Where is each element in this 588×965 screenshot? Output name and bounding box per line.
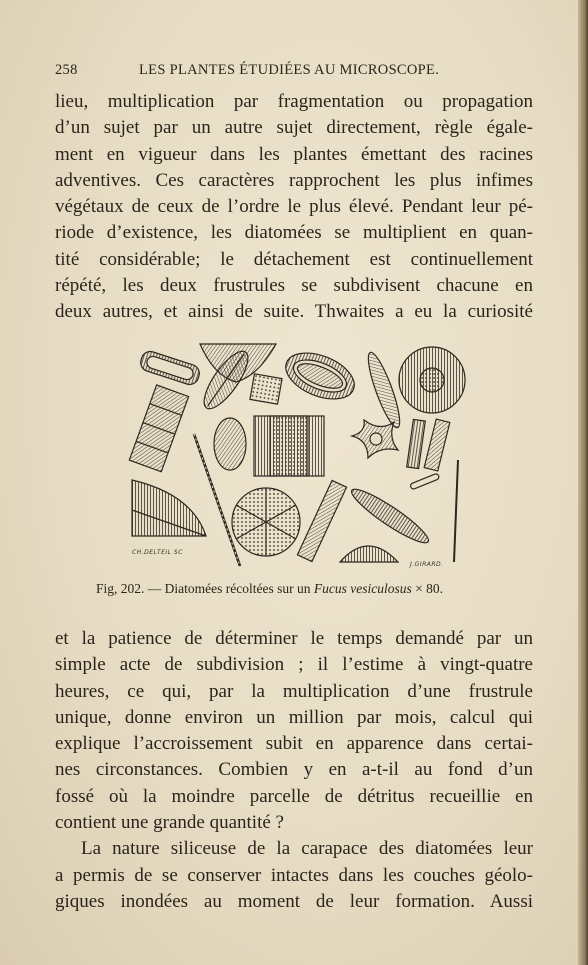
diatom-engraving: [128, 340, 468, 572]
diatom-bar: [297, 480, 346, 561]
text-line: végétaux de ceux de l’ordre le plus élevé. Pendant leur pé-: [55, 196, 533, 218]
diatom-wheel: [232, 488, 300, 556]
diatom-rod: [407, 419, 426, 468]
diatom-chain: [129, 385, 188, 472]
diatom-fan: [132, 480, 206, 536]
text-line: d’un sujet par un autre sujet directement, règle égale-: [55, 117, 533, 139]
diatom-capsule: [138, 349, 201, 387]
engraver-signature: CH.DELTEIL SC: [132, 549, 183, 556]
text-line: lieu, multiplication par fragmentation ou propagation: [55, 91, 533, 112]
diatom-spine: [454, 460, 458, 562]
running-title: LES PLANTES ÉTUDIÉES AU MICROSCOPE.: [139, 62, 440, 78]
text-line: répété, les deux frustrules se subdivisent chacune en: [55, 275, 533, 297]
diatom-square: [250, 374, 282, 404]
diatom-dome: [340, 546, 398, 562]
diatom-frustule: [254, 416, 324, 476]
text-line: nes circonstances. Combien y en a-t-il au fond d’un: [55, 759, 533, 781]
text-line: a permis de se conserver intactes dans les couches géolo-: [55, 864, 533, 886]
text-line: explique l’accroissement subit en apparence dans certai-: [55, 733, 533, 755]
caption-species: Fucus vesiculosus: [313, 581, 412, 596]
text-line: adventives. Ces caractères rapprochent les plus infimes: [55, 169, 533, 191]
diatom-ellipse: [214, 418, 246, 470]
text-line: deux autres, et ainsi de suite. Thwaites a eu la curiosité: [55, 301, 533, 323]
text-line: giques inondées au moment de leur formation. Aussi: [55, 890, 533, 912]
diatom-lance: [347, 483, 433, 549]
text-line: simple acte de subdivision ; il l’estime à vingt-quatre: [55, 654, 533, 676]
text-line: fossé où la moindre parcelle de détritus recueillie en: [55, 785, 533, 807]
diatom-small: [410, 473, 440, 490]
diatom-disc: [399, 347, 465, 413]
text-line: unique, donne environ un million par mois, calcul qui: [55, 706, 533, 728]
paragraph-2: [55, 626, 533, 915]
diatom-rod: [424, 419, 450, 471]
running-header: [55, 62, 535, 82]
figure-caption: [96, 581, 506, 597]
diatom-oval: [279, 344, 361, 408]
text-line: tité considérable; le détachement est continuellement: [55, 248, 533, 270]
text-line: et la patience de déterminer le temps demandé par un: [55, 628, 533, 649]
book-gutter-shadow: [578, 0, 588, 965]
paragraph-1: [55, 89, 533, 326]
caption-prefix: Fig, 202. — Diatomées récoltées sur un: [96, 581, 314, 596]
engraver-signature: J.GIRARD.: [410, 561, 444, 568]
text-line: contient une grande quantité ?: [55, 812, 284, 834]
text-line: heures, ce qui, par la multiplication d’une frustrule: [55, 680, 533, 702]
text-line: ment en vigueur dans les plantes émettant des racines: [55, 143, 533, 165]
diatom-spindle: [363, 350, 405, 431]
text-line: riode d’existence, les diatomées se multiplient en quan-: [55, 222, 533, 244]
text-line: La nature siliceuse de la carapace des diatomées leur: [81, 838, 533, 860]
caption-magnification: × 80.: [411, 581, 443, 596]
page-number: 258: [55, 62, 78, 78]
